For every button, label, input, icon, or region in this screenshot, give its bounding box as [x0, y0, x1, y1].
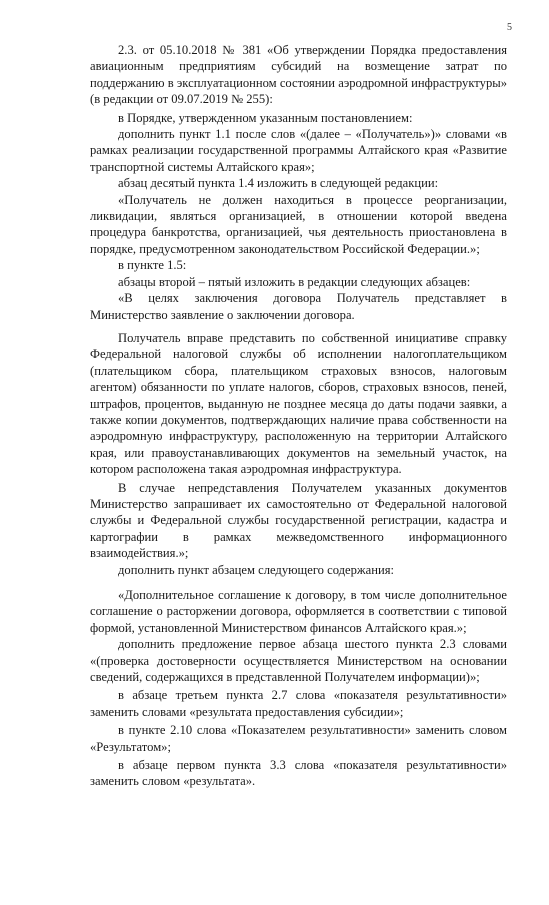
paragraph: в абзаце третьем пункта 2.7 слова «показателя результативности» заменить словами «результата предоставления субсидии»; [90, 688, 507, 719]
paragraph: «В целях заключения договора Получатель представляет в Министерство заявление о заключении договора. [90, 291, 507, 322]
paragraph: «Получатель не должен находиться в процессе реорганизации, ликвидации, являться организацией, в отношении которой введена процедура банкротства, организацией, чья деятельность приостановлена в порядке, предусмотренном законодательством Российской Федерации.»; [90, 192, 507, 256]
paragraph: дополнить пункт 1.1 после слов «(далее – «Получатель»)» словами «в рамках реализации государственной программы Алтайского края «Развитие транспортной системы Алтайского края»; [90, 127, 507, 174]
paragraph: «Дополнительное соглашение к договору, в том числе дополнительное соглашение о расторжении договора, оформляется в соответствии с типовой формой, установленной Министерством финансов Алтайского края.»; [90, 588, 507, 635]
paragraph: в абзаце первом пункта 3.3 слова «показателя результативности» заменить словом «результата». [90, 758, 507, 789]
paragraph: абзацы второй – пятый изложить в редакции следующих абзацев: [118, 274, 471, 289]
page-number: 5 [507, 22, 512, 33]
paragraph: дополнить предложение первое абзаца шестого пункта 2.3 словами «(проверка достоверности осуществляется Министерством на основании сведений, содержащихся в представленной Получателем информации)»; [90, 637, 507, 685]
paragraph: абзац десятый пункта 1.4 изложить в следующей редакции: [118, 176, 439, 191]
paragraph: в Порядке, утвержденном указанным постановлением: [118, 110, 413, 125]
paragraph: В случае непредставления Получателем указанных документов Министерство запрашивает их самостоятельно от Федеральной налоговой службы и Федеральной службы государственной регистрации, кадастра и картографии в рамках межведомственного информационного взаимодействия.»; [90, 480, 507, 561]
paragraph: в пункте 1.5: [118, 258, 187, 273]
paragraph: дополнить пункт абзацем следующего содержания: [118, 562, 394, 577]
paragraph: в пункте 2.10 слова «Показателем результативности» заменить словом «Результатом»; [90, 723, 507, 754]
paragraph-decree-title: 2.3. от 05.10.2018 № 381 «Об утверждении Порядка предоставления авиационным предприятиям субсидий на возмещение затрат по поддержанию в эксплуатационном состоянии аэродромной инфраструктуры» (в редакции от 09.07.2019 № 255): [90, 43, 507, 107]
paragraph: Получатель вправе представить по собственной инициативе справку Федеральной налоговой службы об исполнении налогоплательщиком (плательщиком сбора, плательщиком страховых взносов, налоговым агентом) обязанности по уплате налогов, сборов, страховых взносов, пеней, штрафов, процентов, выданную не позднее месяца до даты подачи заявки, а также копии документов, подтверждающих наличие права собственности на аэродромную инфраструктуру, расположенную на территории Алтайского края, или правоустанавливающих документов на земельный участок, на котором расположена такая аэродромная инфраструктура. [90, 330, 507, 477]
document-body [90, 42, 507, 790]
